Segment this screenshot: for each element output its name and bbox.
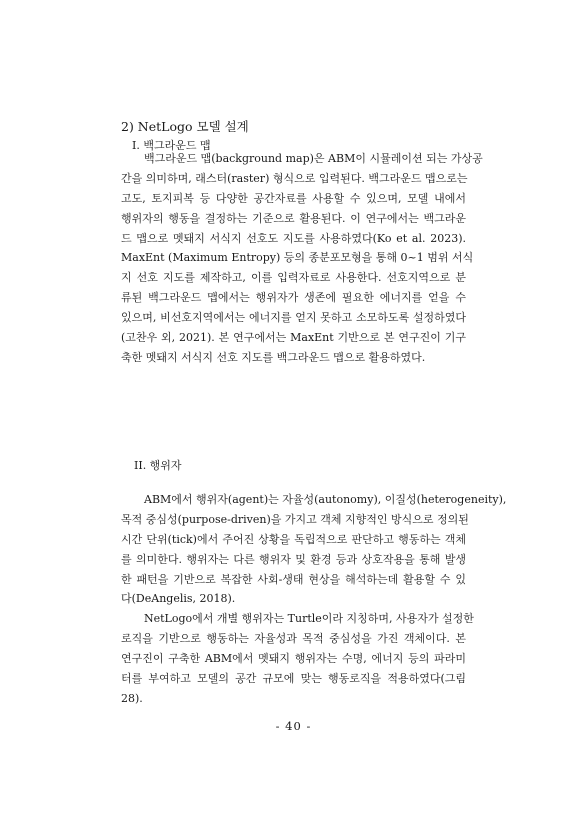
paragraph-line: 로직을 기반으로 행동하는 자율성과 목적 중심성을 가진 객체이다. 본: [121, 632, 466, 646]
paragraph-line: (고찬우 외, 2021). 본 연구에서는 MaxEnt 기반으로 본 연구진이 기구: [121, 331, 466, 345]
subsection-heading-background-map: I. 백그라운드 맵: [132, 139, 211, 152]
paragraph-line: 연구진이 구축한 ABM에서 멧돼지 행위자는 수명, 에너지 등의 파라미: [121, 652, 466, 666]
paragraph-background-map: [121, 149, 483, 368]
paragraph-line: 터를 부여하고 모델의 공간 규모에 맞는 행동로직을 적용하였다(그림: [121, 672, 466, 686]
paragraph-line: 다(DeAngelis, 2018).: [121, 592, 236, 606]
paragraph-line: 28).: [121, 691, 143, 705]
section-heading: 2) NetLogo 모델 설계: [121, 119, 249, 134]
paragraph-line: NetLogo에서 개별 행위자는 Turtle이라 지칭하며, 사용자가 설정한: [144, 612, 474, 626]
paragraph-line: ABM에서 행위자(agent)는 자율성(autonomy), 이질성(heterogeneity),: [144, 493, 507, 506]
paragraph-line: 행위자의 행동을 결정하는 기준으로 활용된다. 이 연구에서는 백그라운: [121, 211, 466, 225]
paragraph-line: 한 패턴을 기반으로 복잡한 사회-생태 현상을 해석하는데 활용할 수 있: [121, 572, 466, 586]
paragraph-line: MaxEnt (Maximum Entropy) 등의 종분포모형을 통해 0~1 범위 서식: [121, 251, 474, 265]
paragraph-line: 고도, 토지피복 등 다양한 공간자료를 사용할 수 있으며, 모델 내에서: [121, 191, 466, 205]
paragraph-agent-definition: [121, 490, 507, 709]
paragraph-line: 간을 의미하며, 래스터(raster) 형식으로 입력된다. 백그라운드 맵으로는: [121, 171, 468, 185]
subsection-heading-agent: II. 행위자: [134, 459, 182, 472]
page-number: - 40 -: [275, 719, 312, 733]
paragraph-line: 시간 단위(tick)에서 주어진 상황을 독립적으로 판단하고 행동하는 객체: [121, 532, 466, 546]
paragraph-line: 축한 멧돼지 서식지 선호 지도를 백그라운드 맵으로 활용하였다.: [121, 350, 426, 364]
paragraph-line: 를 의미한다. 행위자는 다른 행위자 및 환경 등과 상호작용을 통해 발생: [121, 552, 466, 566]
paragraph-line: 류된 백그라운드 맵에서는 행위자가 생존에 필요한 에너지를 얻을 수: [121, 291, 466, 305]
paragraph-line: 목적 중심성(purpose-driven)을 가지고 객체 지향적인 방식으로 정의된: [121, 512, 469, 526]
paragraph-line: 드 맵으로 멧돼지 서식지 선호도 지도를 사용하였다(Ko et al. 2023).: [121, 231, 466, 245]
paragraph-line: 있으며, 비선호지역에서는 에너지를 얻지 못하고 소모하도록 설정하였다: [121, 311, 466, 325]
paragraph-line: 지 선호 지도를 제작하고, 이를 입력자료로 사용한다. 선호지역으로 분: [121, 271, 466, 285]
paragraph-line: 백그라운드 맵(background map)은 ABM이 시뮬레이션 되는 가상공: [144, 152, 483, 165]
